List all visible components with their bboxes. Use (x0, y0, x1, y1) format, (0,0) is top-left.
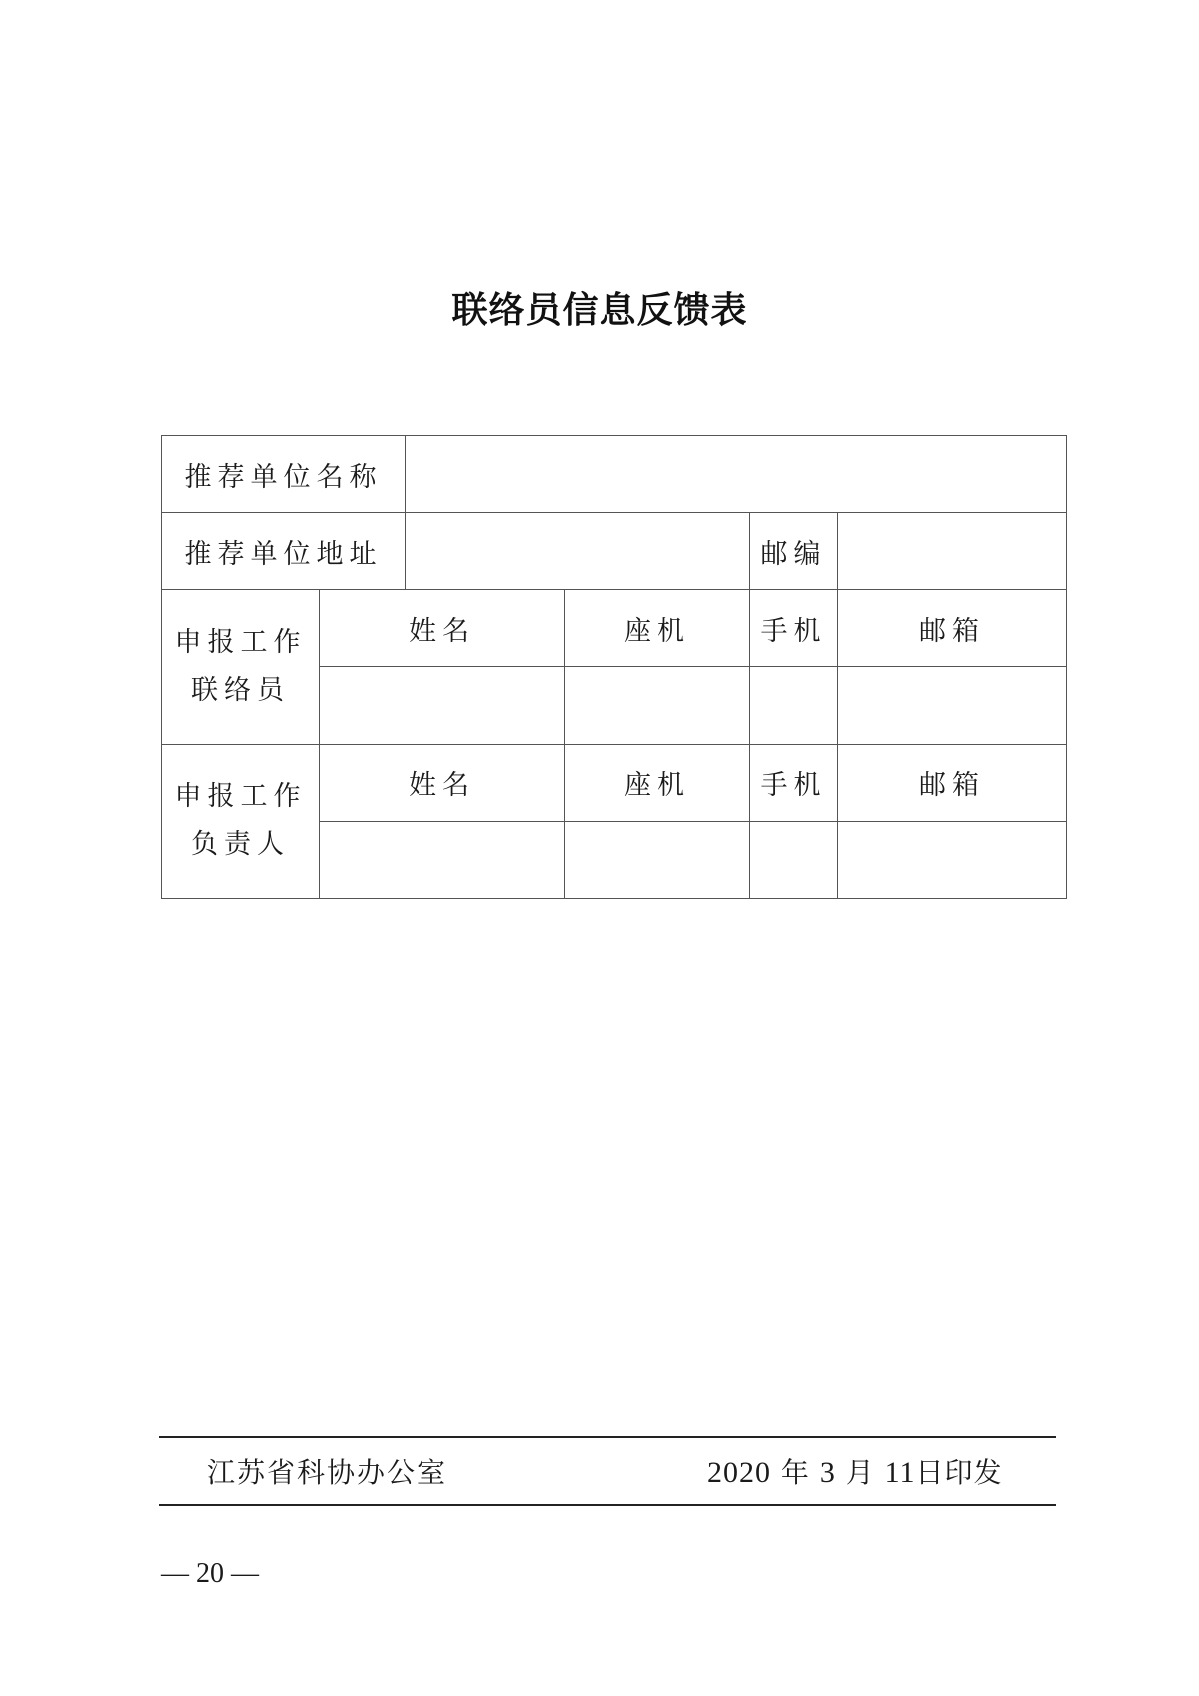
unit-name-field[interactable] (406, 436, 1067, 513)
contact-email-field[interactable] (838, 667, 1067, 744)
page-number: — 20 — (161, 1558, 259, 1589)
contact-landline-field[interactable] (565, 667, 750, 744)
lead-section-label (162, 744, 320, 898)
unit-name-row (162, 436, 1067, 513)
footer-bottom-rule (159, 1504, 1056, 1506)
contact-label-line1: 申报工作 (174, 626, 307, 658)
date-year: 2020 (707, 1456, 771, 1489)
form-title: 联络员信息反馈表 (451, 289, 748, 331)
unit-address-field[interactable] (406, 513, 750, 590)
date-year-unit: 年 (780, 1456, 810, 1489)
lead-label-line1: 申报工作 (174, 781, 307, 813)
contact-header-mobile: 手机 (750, 590, 838, 667)
unit-name-label: 推荐单位名称 (162, 436, 406, 513)
contact-header-email: 邮箱 (838, 590, 1067, 667)
unit-address-row (162, 513, 1067, 590)
contact-name-field[interactable] (320, 667, 565, 744)
lead-label-line2: 负责人 (191, 829, 290, 861)
zip-label: 邮编 (750, 513, 838, 590)
lead-header-landline: 座机 (565, 744, 750, 821)
lead-mobile-field[interactable] (750, 821, 838, 898)
unit-address-label: 推荐单位地址 (162, 513, 406, 590)
footer-top-rule (159, 1436, 1056, 1438)
issuer-name: 江苏省科协办公室 (207, 1456, 448, 1489)
contact-mobile-field[interactable] (750, 667, 838, 744)
contact-section-label (162, 590, 320, 744)
lead-email-field[interactable] (838, 821, 1067, 898)
lead-header-row (162, 744, 1067, 821)
contact-header-landline: 座机 (565, 590, 750, 667)
contact-header-row (162, 590, 1067, 667)
contact-header-name: 姓名 (320, 590, 565, 667)
date-day-unit: 日印发 (915, 1456, 1003, 1489)
date-month: 3 (819, 1456, 836, 1489)
lead-name-field[interactable] (320, 821, 565, 898)
lead-header-mobile: 手机 (750, 744, 838, 821)
date-day: 11 (884, 1456, 916, 1489)
lead-header-name: 姓名 (320, 744, 565, 821)
lead-header-email: 邮箱 (838, 744, 1067, 821)
feedback-form-table (161, 435, 1067, 899)
issue-date (707, 1451, 1003, 1491)
contact-label-line2: 联络员 (191, 674, 290, 706)
zip-field[interactable] (838, 513, 1067, 590)
date-month-unit: 月 (845, 1456, 875, 1489)
lead-landline-field[interactable] (565, 821, 750, 898)
